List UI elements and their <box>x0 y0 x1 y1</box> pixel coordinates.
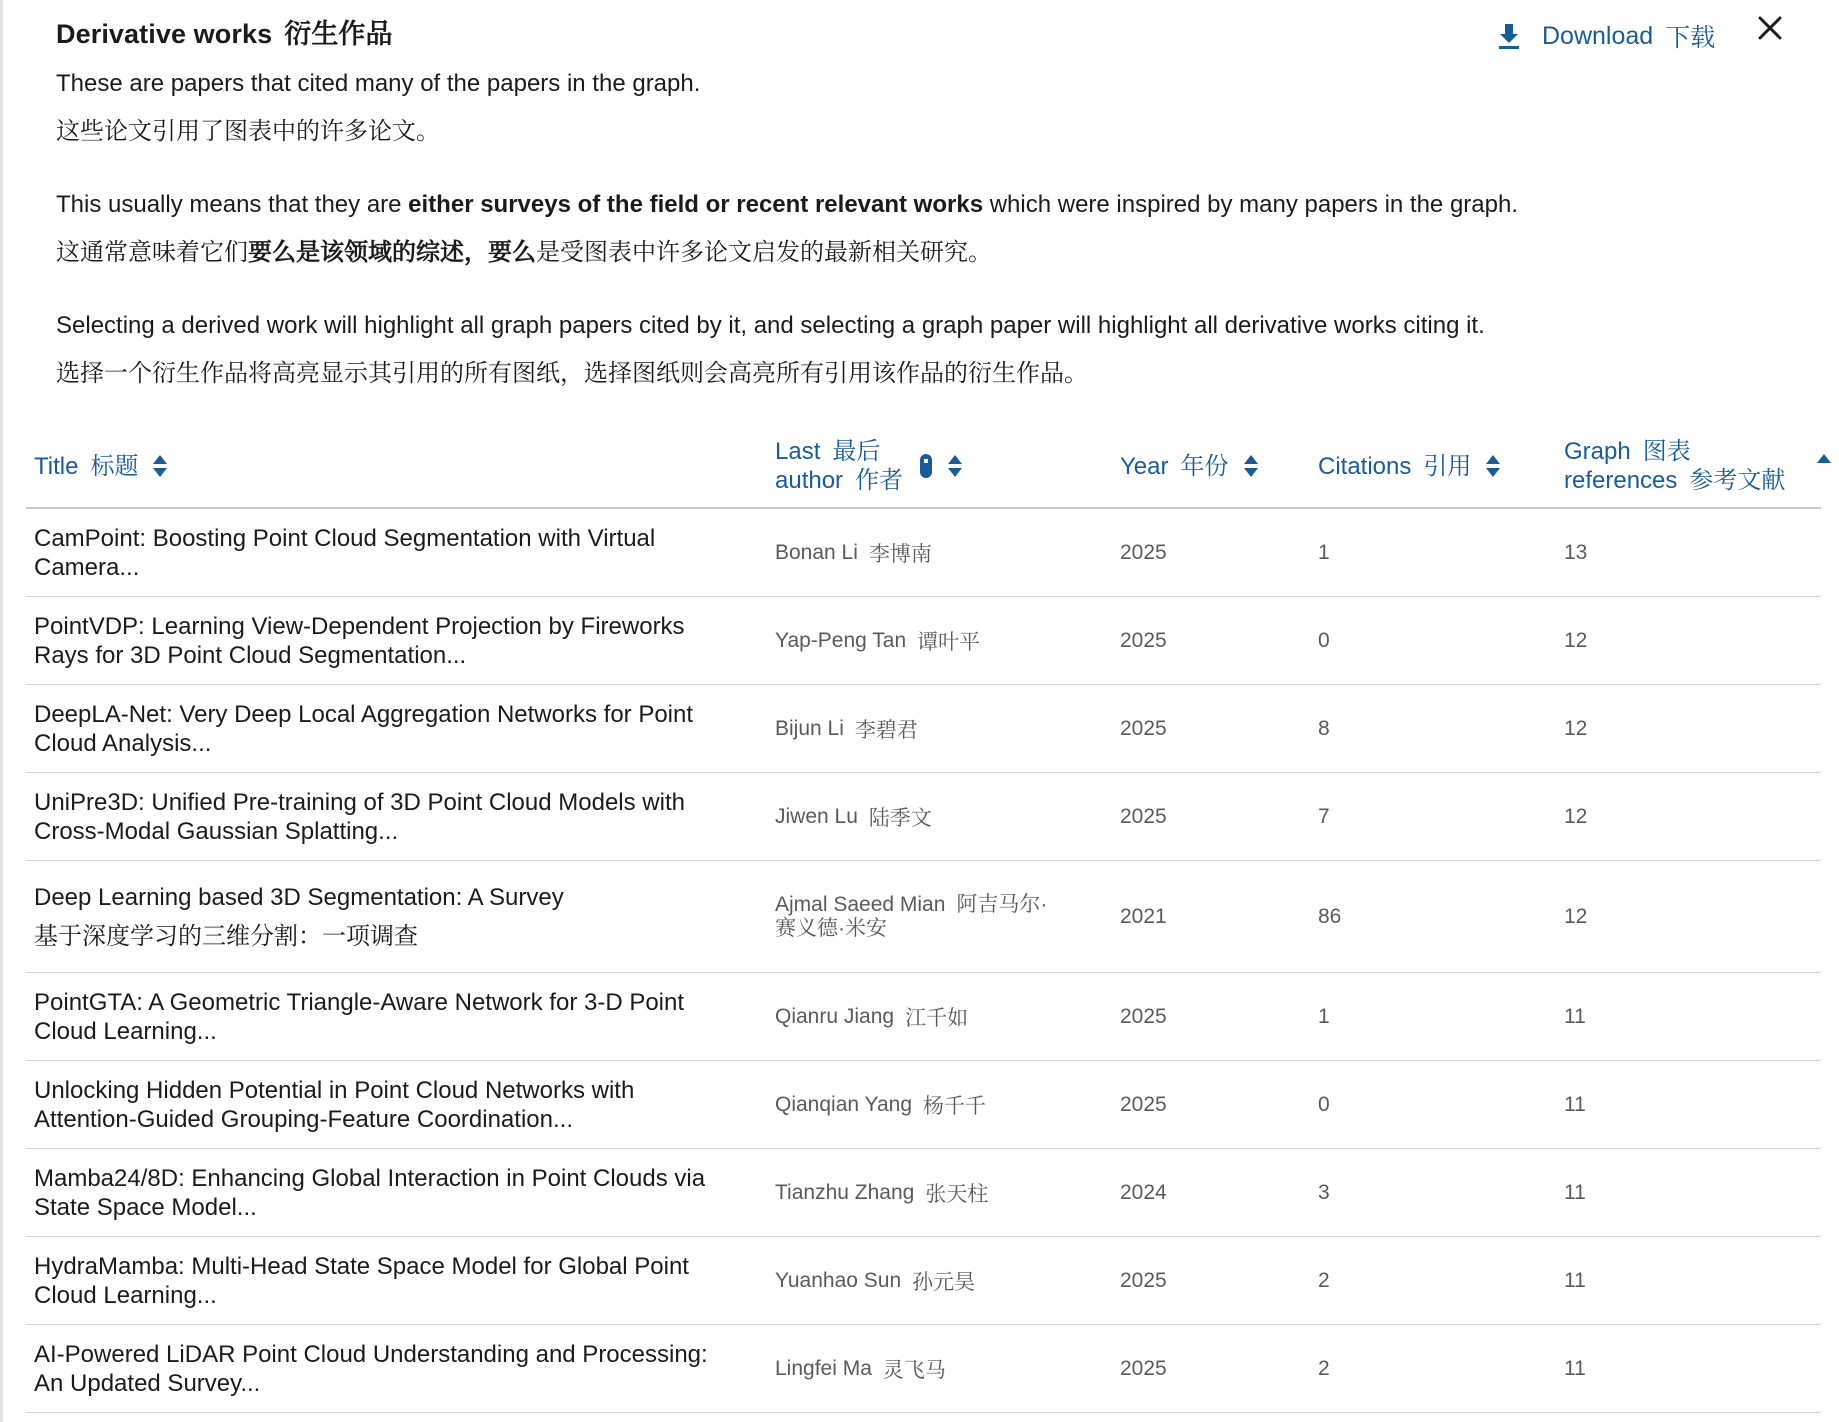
panel-title-en: Derivative works <box>56 19 273 49</box>
graph-references-cell: 11 <box>1564 1180 1586 1204</box>
column-author-line2-zh: 作者 <box>855 467 904 494</box>
paper-title-line2: Cloud Learning... <box>34 1017 217 1045</box>
citations-cell: 7 <box>1318 804 1330 828</box>
column-refs-line2: references <box>1564 467 1678 494</box>
paper-title[interactable] <box>34 973 734 1060</box>
paper-title-line1: HydraMamba: Multi-Head State Space Model for Global Point <box>34 1252 689 1280</box>
column-header-citations[interactable] <box>1318 425 1501 507</box>
last-author-cell <box>775 685 1075 772</box>
download-icon <box>1496 21 1522 51</box>
graph-references-cell: 12 <box>1564 628 1588 652</box>
citations-cell: 86 <box>1318 904 1342 928</box>
last-author-cell <box>775 861 1075 972</box>
graph-references-cell: 13 <box>1564 540 1588 564</box>
column-author-line2: author <box>775 467 844 494</box>
last-author-name: Lingfei Ma <box>775 1356 872 1380</box>
table-row[interactable] <box>26 773 1821 861</box>
last-author-cell <box>775 1061 1075 1148</box>
paper-title-line1: Unlocking Hidden Potential in Point Cloud Networks with <box>34 1076 635 1104</box>
year-cell: 2025 <box>1120 716 1167 740</box>
last-author-cell <box>775 509 1075 596</box>
table-header <box>26 425 1821 509</box>
paper-title[interactable] <box>34 861 734 972</box>
last-author-name: Jiwen Lu <box>775 804 858 828</box>
paper-title-zh: 基于深度学习的三维分割：一项调查 <box>34 922 418 950</box>
paper-title[interactable] <box>34 1237 734 1324</box>
intro-p3-en: Selecting a derived work will highlight all graph papers cited by it, and selecting a graph paper will highlight all derivative works citing it. <box>56 312 1485 339</box>
citations-cell: 2 <box>1318 1356 1330 1380</box>
last-author-name: Bonan Li <box>775 540 858 564</box>
last-author-name: Yuanhao Sun <box>775 1268 902 1292</box>
table-row[interactable] <box>26 861 1821 973</box>
table-row[interactable] <box>26 1061 1821 1149</box>
column-header-last-author[interactable] <box>775 425 963 507</box>
table-row[interactable] <box>26 597 1821 685</box>
graph-references-cell: 12 <box>1564 804 1588 828</box>
year-cell: 2021 <box>1120 904 1167 928</box>
column-header-title[interactable] <box>34 425 168 507</box>
paper-title-line1: CamPoint: Boosting Point Cloud Segmentation with Virtual <box>34 524 656 552</box>
paper-title[interactable] <box>34 1325 734 1412</box>
sort-icon <box>1485 454 1501 478</box>
graph-references-cell: 12 <box>1564 904 1588 928</box>
paper-title-line2: State Space Model... <box>34 1193 257 1221</box>
intro-p2-zh-bold: 要么是该领域的综述，要么 <box>248 239 536 266</box>
paper-title-line1: Mamba24/8D: Enhancing Global Interaction in Point Clouds via <box>34 1164 706 1192</box>
column-header-graph-references[interactable] <box>1564 425 1785 507</box>
graph-references-cell: 11 <box>1564 1356 1586 1380</box>
intro-p2-zh <box>56 229 1756 277</box>
paper-title-line1: PointGTA: A Geometric Triangle-Aware Network for 3-D Point <box>34 988 685 1016</box>
download-label-zh: 下载 <box>1665 24 1716 52</box>
column-refs-line2-zh: 参考文献 <box>1689 467 1786 494</box>
paper-title-line2: Cloud Analysis... <box>34 729 212 757</box>
graph-references-cell: 11 <box>1564 1268 1586 1292</box>
year-cell: 2024 <box>1120 1180 1167 1204</box>
last-author-name: Ajmal Saeed Mian <box>775 892 946 916</box>
last-author-cell <box>775 973 1075 1060</box>
year-cell: 2025 <box>1120 1092 1167 1116</box>
column-citations-label: Citations <box>1318 452 1412 480</box>
last-author-name-zh: 阿吉马尔· <box>956 892 1048 916</box>
sort-icon <box>152 454 168 478</box>
column-title-label-zh: 标题 <box>90 452 139 480</box>
last-author-name-zh: 张天柱 <box>925 1182 989 1206</box>
intro-p2-en-post: which were inspired by many papers in the graph. <box>983 191 1518 218</box>
citations-cell: 3 <box>1318 1180 1330 1204</box>
table-row[interactable] <box>26 1237 1821 1325</box>
paper-title[interactable] <box>34 1061 734 1148</box>
year-cell: 2025 <box>1120 804 1167 828</box>
panel-title <box>56 12 393 51</box>
last-author-cell <box>775 1325 1075 1412</box>
intro-p2-en-pre: This usually means that they are <box>56 191 409 218</box>
paper-title[interactable] <box>34 1149 734 1236</box>
year-cell: 2025 <box>1120 1356 1167 1380</box>
paper-title-line1: DeepLA-Net: Very Deep Local Aggregation Networks for Point <box>34 700 694 728</box>
last-author-name: Qianqian Yang <box>775 1092 913 1116</box>
sort-ascending-icon <box>1816 453 1832 465</box>
last-author-name-zh: 谭叶平 <box>917 630 981 654</box>
close-icon[interactable] <box>1756 14 1784 42</box>
table-body <box>26 509 1821 1413</box>
last-author-name-zh: 孙元昊 <box>912 1270 976 1294</box>
last-author-name-zh: 李碧君 <box>854 718 918 742</box>
intro-text <box>56 60 1756 398</box>
last-author-name-zh: 陆季文 <box>868 806 932 830</box>
last-author-name-zh: 灵飞马 <box>882 1358 946 1382</box>
column-year-label: Year <box>1120 452 1169 480</box>
download-label: Download <box>1542 21 1654 50</box>
citations-cell: 2 <box>1318 1268 1330 1292</box>
paper-title-line1: UniPre3D: Unified Pre-training of 3D Point Cloud Models with <box>34 788 685 816</box>
column-refs-line1-zh: 图表 <box>1642 438 1691 465</box>
paper-title[interactable] <box>34 597 734 684</box>
column-year-label-zh: 年份 <box>1180 452 1229 480</box>
paper-title-line2: Camera... <box>34 553 140 581</box>
intro-p2-en <box>56 181 1756 229</box>
sort-icon <box>947 454 963 478</box>
year-cell: 2025 <box>1120 540 1167 564</box>
last-author-name-zh: 杨千千 <box>923 1094 987 1118</box>
last-author-name: Tianzhu Zhang <box>775 1180 915 1204</box>
paper-title[interactable] <box>34 773 734 860</box>
last-author-name: Qianru Jiang <box>775 1004 895 1028</box>
paper-title[interactable] <box>34 509 734 596</box>
table-row[interactable] <box>26 685 1821 773</box>
citations-cell: 8 <box>1318 716 1330 740</box>
table-row[interactable] <box>26 1149 1821 1237</box>
last-author-name: Bijun Li <box>775 716 844 740</box>
column-title-label: Title <box>34 452 79 480</box>
paper-title-line2: Cross-Modal Gaussian Splatting... <box>34 817 399 845</box>
table-row[interactable] <box>26 509 1821 597</box>
paper-title-line2: Attention-Guided Grouping-Feature Coordination... <box>34 1105 573 1133</box>
column-author-line1-zh: 最后 <box>832 438 881 465</box>
last-author-name-zh: 江千如 <box>905 1006 969 1030</box>
sort-icon <box>1243 454 1259 478</box>
graph-references-cell: 11 <box>1564 1004 1586 1028</box>
table-row[interactable] <box>26 1325 1821 1413</box>
info-icon[interactable] <box>919 453 933 479</box>
graph-references-cell: 11 <box>1564 1092 1586 1116</box>
last-author-name-zh: 李博南 <box>868 542 932 566</box>
column-author-line1: Last <box>775 438 821 465</box>
paper-title-line2: An Updated Survey... <box>34 1369 261 1397</box>
last-author-name: Yap-Peng Tan <box>775 628 907 652</box>
paper-title-line1: AI-Powered LiDAR Point Cloud Understanding and Processing: <box>34 1340 708 1368</box>
paper-title-line2: Rays for 3D Point Cloud Segmentation... <box>34 641 467 669</box>
paper-title-line2: Cloud Learning... <box>34 1281 217 1309</box>
last-author-cell <box>775 1237 1075 1324</box>
year-cell: 2025 <box>1120 1004 1167 1028</box>
citations-cell: 0 <box>1318 628 1330 652</box>
intro-p2-en-bold: either surveys of the field or recent relevant works <box>408 191 984 218</box>
last-author-name-zh-cont: 赛义德·米安 <box>775 916 887 940</box>
last-author-cell <box>775 597 1075 684</box>
download-button[interactable] <box>1496 18 1715 54</box>
intro-p1-zh: 这些论文引用了图表中的许多论文。 <box>56 118 440 145</box>
paper-title-line1: PointVDP: Learning View-Dependent Projection by Fireworks <box>34 612 685 640</box>
last-author-cell <box>775 773 1075 860</box>
year-cell: 2025 <box>1120 1268 1167 1292</box>
panel-title-zh: 衍生作品 <box>284 19 393 49</box>
paper-title[interactable] <box>34 685 734 772</box>
column-citations-label-zh: 引用 <box>1423 452 1472 480</box>
column-refs-line1: Graph <box>1564 438 1631 465</box>
table-row[interactable] <box>26 973 1821 1061</box>
graph-references-cell: 12 <box>1564 716 1588 740</box>
intro-p3-zh: 选择一个衍生作品将高亮显示其引用的所有图纸，选择图纸则会高亮所有引用该作品的衍生作品。 <box>56 360 1088 387</box>
citations-cell: 1 <box>1318 540 1330 564</box>
citations-cell: 1 <box>1318 1004 1330 1028</box>
paper-title-line1: Deep Learning based 3D Segmentation: A Survey <box>34 883 564 911</box>
intro-p2-zh-pre: 这通常意味着它们 <box>56 239 248 266</box>
last-author-cell <box>775 1149 1075 1236</box>
intro-p2-zh-post: 是受图表中许多论文启发的最新相关研究。 <box>536 239 992 266</box>
column-header-year[interactable] <box>1120 425 1259 507</box>
intro-p1-en: These are papers that cited many of the papers in the graph. <box>56 70 701 97</box>
citations-cell: 0 <box>1318 1092 1330 1116</box>
year-cell: 2025 <box>1120 628 1167 652</box>
